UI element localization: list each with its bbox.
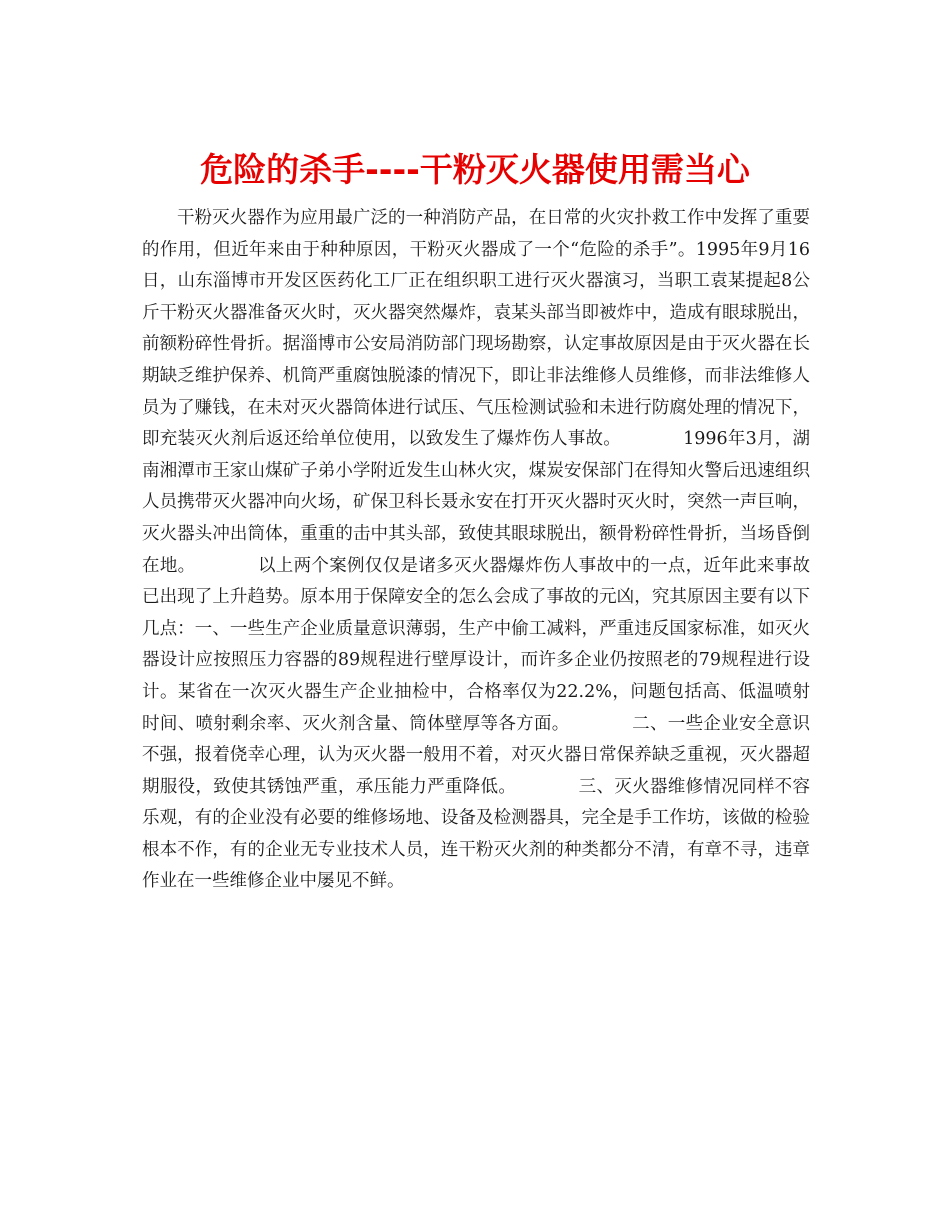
document-title: 危险的杀手----干粉灭火器使用需当心 — [200, 150, 750, 190]
document-body: 干粉灭火器作为应用最广泛的一种消防产品，在日常的火灾扑救工作中发挥了重要的作用，但近年来由于种种原因，干粉灭火器成了一个“危险的杀手”。1995年9月16日，山东淄博市开发区医药化工厂正在组织职工进行灭火器演习，当职工袁某提起8公斤干粉灭火器准备灭火时，灭火器突然爆炸，袁某头部当即被炸中，造成有眼球脱出，前额粉碎性骨折。据淄博市公安局消防部门现场勘察，认定事故原因是由于灭火器在长期缺乏维护保养、机筒严重腐蚀脱漆的情况下，即让非法维修人员维修，而非法维修人员为了赚钱，在未对灭火器筒体进行试压、气压检测试验和未进行防腐处理的情况下，即充装灭火剂后返还给单位使用，以致发生了爆炸伤人事故。 1996年3月，湖南湘潭市王家山煤矿子弟小学附近发生山林火灾，煤炭安保部门在得知火警后迅速组织人员携带灭火器冲向火场，矿保卫科长聂永安在打开灭火器时灭火时，突然一声巨响，灭火器头冲出筒体，重重的击中其头部，致使其眼球脱出，额骨粉碎性骨折，当场昏倒在地。 以上两个案例仅仅是诸多灭火器爆炸伤人事故中的一点，近年此来事故已出现了上升趋势。原本用于保障安全的怎么会成了事故的元凶，究其原因主要有以下几点：一、一些生产企业质量意识薄弱，生产中偷工减料，严重违反国家标准，如灭火器设计应按照压力容器的89规程进行壁厚设计，而许多企业仍按照老的79规程进行设计。某省在一次灭火器生产企业抽检中，合格率仅为22.2%，问题包括高、低温喷射时间、喷射剩余率、灭火剂含量、筒体壁厚等各方面。 二、一些企业安全意识不强，报着侥幸心理，认为灭火器一般用不着，对灭火器日常保养缺乏重视，灭火器超期服役，致使其锈蚀严重，承压能力严重降低。 三、灭火器维修情况同样不容乐观，有的企业没有必要的维修场地、设备及检测器具，完全是手工作坊，该做的检验根本不作，有的企业无专业技术人员，连干粉灭火剂的种类都分不清，有章不寻，违章作业在一些维修企业中屡见不鲜。 — [142, 208, 810, 892]
